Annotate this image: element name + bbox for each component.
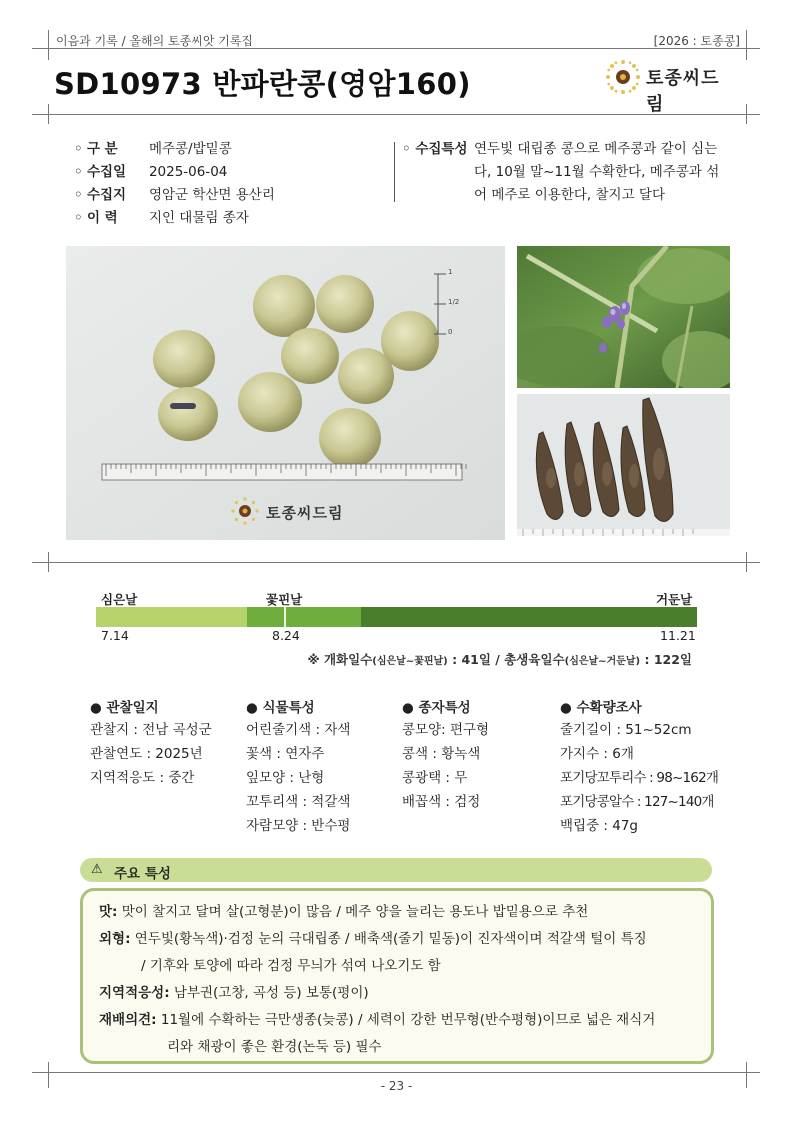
section-title-text: 식물특성: [262, 700, 315, 716]
section-title: [246, 696, 406, 716]
flowering-range: (심은날~꽃핀날): [372, 656, 448, 667]
plant-photo: [517, 246, 730, 388]
pod-photo: [517, 394, 730, 536]
timeline-seg-sow: [96, 607, 247, 627]
summary-separator: /: [495, 652, 500, 667]
bullet-icon: ●: [90, 700, 102, 716]
section-yield: [560, 696, 740, 838]
key-features-banner: [80, 858, 712, 882]
key-line-taste: [99, 899, 699, 926]
section-item: 가지수 : 6개: [560, 746, 634, 762]
sow-label: 심은날: [101, 592, 138, 607]
section-observation: [90, 696, 250, 790]
left-rule-photo: [48, 552, 49, 572]
info-row-type: ◦ 구 분 메주콩/밥밑콩: [74, 138, 394, 161]
collect-feature-label: ◦ 수집특성: [402, 141, 468, 157]
section-item: 꼬투리색 : 적갈색: [246, 794, 351, 810]
key-text: 맛이 찰지고 달며 살(고형분)이 많음 / 메주 양을 늘리는 용도나 밥밑용으로 추천: [121, 904, 589, 920]
warning-icon: ⚠: [91, 862, 103, 877]
key-features-box: [80, 888, 714, 1064]
key-label: 지역적응성:: [99, 985, 170, 1001]
section-item: 콩모양: 편구형: [402, 722, 490, 738]
growth-timeline-bar: [96, 607, 697, 627]
key-line-cultivation-cont: [99, 1034, 699, 1061]
section-item: 포기당꼬투리수 : 98~162개: [560, 770, 719, 786]
section-item: 콩색 : 황녹색: [402, 746, 481, 762]
right-rule-top: [746, 30, 747, 60]
info-value: 지인 대물림 종자: [148, 210, 249, 226]
section-item: 줄기길이 : 51~52cm: [560, 722, 692, 738]
feature-label-text: 수집특성: [415, 141, 468, 157]
right-rule-mid: [746, 104, 747, 124]
key-text: 11월에 수확하는 극만생종(늦콩) / 세력이 강한 번무형(반수평형)이므로 넓은 재식거: [160, 1012, 656, 1028]
section-item: 자람모양 : 반수평: [246, 818, 351, 834]
year-tag: [2026 : 토종콩]: [653, 34, 740, 48]
section-title: [560, 696, 740, 716]
right-rule-photo: [746, 552, 747, 572]
info-value: 메주콩/밥밑콩: [148, 141, 232, 157]
bloom-date: 8.24: [272, 628, 300, 643]
section-title-text: 종자특성: [418, 700, 471, 716]
seed-logo-icon: [604, 58, 642, 96]
photo-section-rule: [32, 562, 760, 563]
flowering-days-value: : 41일: [452, 652, 491, 667]
key-text: / 기후와 토양에 따라 검정 무늬가 섞여 나오기도 함: [141, 958, 441, 974]
section-title-text: 수확량조사: [576, 700, 642, 716]
feature-line: 어 메주로 이용한다, 찰지고 달다: [474, 187, 665, 203]
seed-photo: [66, 246, 505, 540]
bullet-icon: ●: [246, 700, 258, 716]
info-label: 수집일: [86, 164, 127, 180]
ruler-mark-1: 1: [448, 268, 453, 276]
key-features-title: 주요 특성: [114, 866, 171, 882]
bullet-icon: ●: [560, 700, 572, 716]
section-item: 포기당콩알수 : 127~140개: [560, 794, 714, 810]
photo-logo-text: 토종씨드림: [266, 504, 344, 522]
key-text: 리와 채광이 좋은 환경(논둑 등) 필수: [167, 1039, 382, 1055]
section-item: 관찰연도 : 2025년: [90, 746, 203, 762]
timeline-seg-grow: [361, 607, 697, 627]
key-line-appearance-cont: [99, 953, 699, 980]
key-text: 연두빛(황녹색)·검정 눈의 극대립종 / 배축색(줄기 밑동)이 진자색이며 적갈색 털이 특징: [134, 931, 647, 947]
info-label: 구 분: [86, 141, 118, 157]
section-item: 관찰지 : 전남 곡성군: [90, 722, 212, 738]
key-line-cultivation: [99, 1007, 699, 1034]
key-label: 맛:: [99, 904, 118, 920]
section-item: 콩광택 : 무: [402, 770, 468, 786]
harvest-label: 거둔날: [656, 592, 693, 607]
section-item: 백립중 : 47g: [560, 818, 639, 834]
key-label: 외형:: [99, 931, 131, 947]
section-plant: [246, 696, 406, 838]
feature-line: 연두빛 대립종 콩으로 메주콩과 같이 심는: [474, 141, 718, 157]
info-row-place: ◦ 수집지 영암군 학산면 용산리: [74, 184, 394, 207]
left-rule-mid: [48, 104, 49, 124]
page-title: SD10973 반파란콩(영암160): [54, 67, 471, 101]
logo-text: 토종씨드림: [646, 68, 720, 115]
page-number: - 23 -: [380, 1079, 413, 1093]
left-rule-top: [48, 30, 49, 60]
info-label: 수집지: [86, 187, 127, 203]
section-title: [90, 696, 250, 716]
key-label: 재배의견:: [99, 1012, 157, 1028]
bullet-icon: ●: [402, 700, 414, 716]
flowering-days-label: 개화일수: [323, 652, 373, 667]
timeline-seg-bloom: [247, 607, 361, 627]
info-divider: [394, 142, 395, 202]
bloom-label: 꽃핀날: [266, 592, 303, 607]
key-line-adaptability: [99, 980, 699, 1007]
summary-prefix: ※: [307, 652, 320, 667]
key-text: 남부권(고창, 곡성 등) 보통(평이): [173, 985, 369, 1001]
brand-logo: [604, 56, 734, 115]
info-label: 이 력: [86, 210, 118, 226]
timeline-bloom-marker: [284, 607, 286, 627]
ruler-mark-0: 0: [448, 328, 453, 336]
info-row-date: ◦ 수집일 2025-06-04: [74, 161, 394, 184]
section-item: 배꼽색 : 검정: [402, 794, 481, 810]
info-value: 영암군 학산면 용산리: [148, 187, 275, 203]
info-value: 2025-06-04: [148, 164, 228, 180]
growth-days-label: 총생육일수: [504, 652, 565, 667]
bottom-rule: [32, 1072, 760, 1073]
ruler-mark-half: 1/2: [448, 298, 460, 306]
info-list: [74, 138, 394, 230]
key-line-appearance: [99, 926, 699, 953]
section-title-text: 관찰일지: [106, 700, 159, 716]
days-summary: [292, 650, 692, 668]
collect-feature-text: [474, 138, 734, 207]
section-item: 꽃색 : 연자주: [246, 746, 325, 762]
section-item: 어린줄기색 : 자색: [246, 722, 351, 738]
growth-days-value: : 122일: [644, 652, 692, 667]
feature-line: 다, 10월 말~11월 수확한다, 메주콩과 섞: [474, 164, 720, 180]
breadcrumb: 이음과 기록 / 올해의 토종씨앗 기록집: [56, 34, 253, 48]
section-title: [402, 696, 562, 716]
harvest-date: 11.21: [660, 628, 696, 643]
growth-range: (심은날~거둔날): [564, 656, 641, 667]
section-seed: [402, 696, 562, 814]
section-item: 잎모양 : 난형: [246, 770, 325, 786]
info-row-history: ◦ 이 력 지인 대물림 종자: [74, 207, 394, 230]
section-item: 지역적응도 : 중간: [90, 770, 195, 786]
sow-date: 7.14: [101, 628, 129, 643]
